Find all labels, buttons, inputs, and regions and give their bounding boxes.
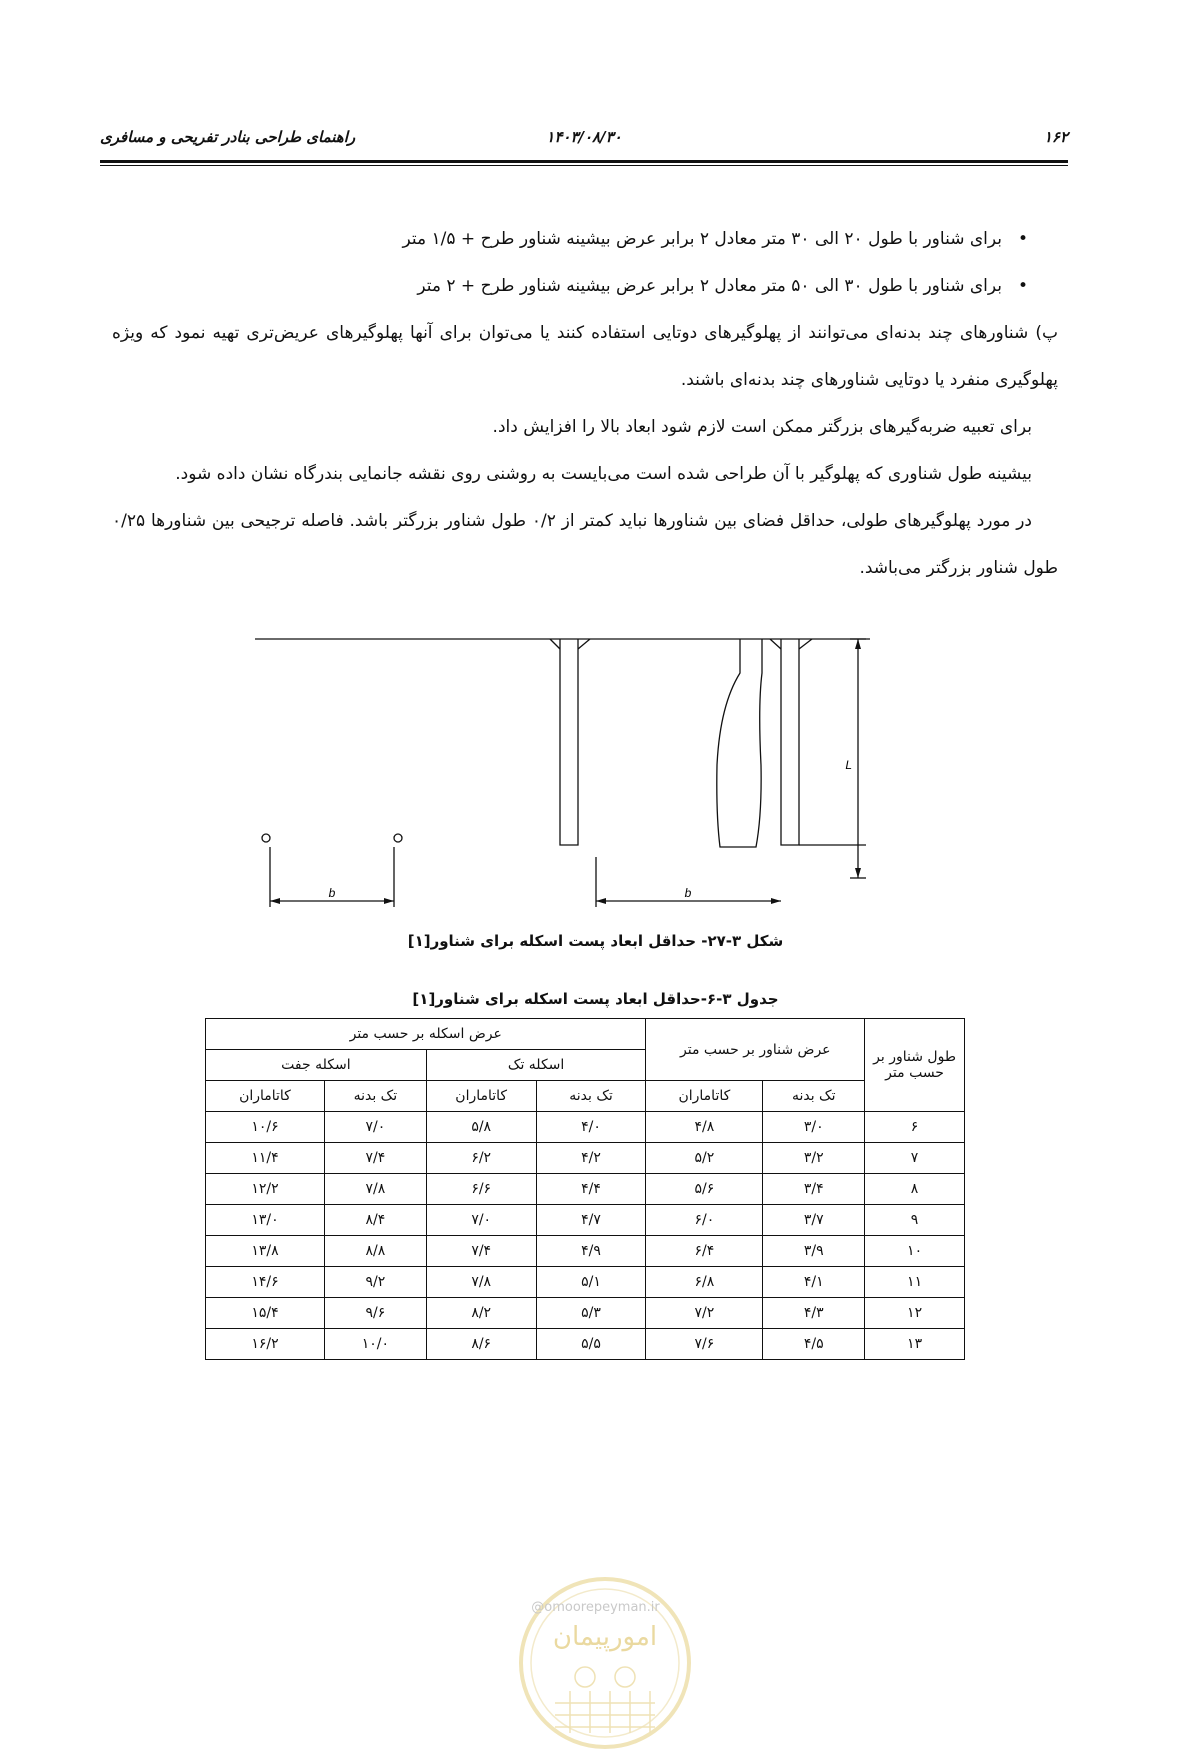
left-pier-bracket <box>550 639 560 649</box>
paragraph: برای تعبیه ضربه‌گیرهای بزرگتر ممکن است لازم شود ابعاد بالا را افزایش داد. <box>492 417 1032 437</box>
bullet-dot-icon: • <box>1017 276 1028 296</box>
bullet-item <box>112 263 1058 310</box>
table-cell: ۵/۱ <box>536 1267 646 1298</box>
header-double-berth: اسکله جفت <box>206 1050 427 1081</box>
table-cell: ۷/۲ <box>646 1298 763 1329</box>
table-cell: ۱۵/۴ <box>206 1298 325 1329</box>
table-cell: ۱۲/۲ <box>206 1174 325 1205</box>
table-cell: ۱۲ <box>865 1298 965 1329</box>
table-cell: ۶/۸ <box>646 1267 763 1298</box>
table-cell: ۸/۸ <box>324 1236 426 1267</box>
book-title: راهنمای طراحی بنادر تفریحی و مسافری <box>100 128 356 146</box>
table-cell: ۱۳ <box>865 1329 965 1360</box>
table-cell: ۴/۸ <box>646 1112 763 1143</box>
left-pier-bracket <box>578 639 590 649</box>
header-rule-thin <box>100 165 1068 166</box>
table-cell: ۸/۴ <box>324 1205 426 1236</box>
b-label-right: b <box>684 886 692 900</box>
left-finger-pier <box>560 639 578 845</box>
table-cell: ۴/۲ <box>536 1143 646 1174</box>
bullet-text: برای شناور با طول ۳۰ الی ۵۰ متر معادل ۲ برابر عرض بیشینه شناور طرح + ۲ متر <box>417 276 1002 296</box>
table-body <box>206 1112 965 1360</box>
paragraph: در مورد پهلوگیرهای طولی، حداقل فضای بین شناورها نباید کمتر از ۰/۲ طول شناور بزرگتر باشد. فاصله ترجیحی بین شناورها ۰/۲۵ طول شناور بزرگتر می‌باشد. <box>112 511 1058 578</box>
table-cell: ۹ <box>865 1205 965 1236</box>
paragraph: پ) شناورهای چند بدنه‌ای می‌توانند از پهلوگیرهای دوتایی استفاده کنند یا می‌توان برای آنها پهلوگیرهای عریض‌تری تهیه نمود که ویژه پهلوگیری منفرد یا دوتایی شناورهای چند بدنه‌ای باشند. <box>112 323 1058 390</box>
figure-caption: شکل ۳-۲۷- حداقل ابعاد پست اسکله برای شناور[۱] <box>407 932 784 950</box>
table-cell: ۳/۷ <box>763 1205 865 1236</box>
berth-diagram-svg <box>0 625 1191 925</box>
header-monohull: تک بدنه <box>763 1081 865 1112</box>
bullet-item <box>112 216 1058 263</box>
table-cell: ۸ <box>865 1174 965 1205</box>
table-cell: ۳/۰ <box>763 1112 865 1143</box>
table-row <box>206 1143 965 1174</box>
arrow-head-icon <box>771 898 781 904</box>
table-cell: ۷ <box>865 1143 965 1174</box>
bullet-text: برای شناور با طول ۲۰ الی ۳۰ متر معادل ۲ برابر عرض بیشینه شناور طرح + ۱/۵ متر <box>402 229 1002 249</box>
berth-diagram <box>0 625 1191 925</box>
table-cell: ۴/۷ <box>536 1205 646 1236</box>
table-cell: ۴/۵ <box>763 1329 865 1360</box>
table-cell: ۷/۶ <box>646 1329 763 1360</box>
table-caption: جدول ۳-۶-حداقل ابعاد پست اسکله برای شناور[۱] <box>412 990 779 1008</box>
arrow-head-icon <box>596 898 606 904</box>
arrow-head-icon <box>384 898 394 904</box>
header-rule-thick <box>100 160 1068 163</box>
table-cell: ۸/۲ <box>426 1298 536 1329</box>
header-vessel-width: عرض شناور بر حسب متر <box>646 1019 865 1081</box>
body-text <box>112 216 1058 592</box>
table-cell: ۷/۸ <box>426 1267 536 1298</box>
pile-left <box>262 834 270 842</box>
table-row <box>206 1205 965 1236</box>
table-cell: ۴/۰ <box>536 1112 646 1143</box>
table-cell: ۵/۲ <box>646 1143 763 1174</box>
header-berth-width: عرض اسکله بر حسب متر <box>206 1019 646 1050</box>
table-cell: ۵/۵ <box>536 1329 646 1360</box>
table-cell: ۹/۲ <box>324 1267 426 1298</box>
table-cell: ۱۶/۲ <box>206 1329 325 1360</box>
table-cell: ۵/۳ <box>536 1298 646 1329</box>
length-label: L <box>845 758 852 772</box>
table-cell: ۷/۰ <box>324 1112 426 1143</box>
header-catamaran: کاتاماران <box>426 1081 536 1112</box>
right-pier-bracket <box>770 639 781 649</box>
header-date: ۱۴۰۳/۰۸/۳۰ <box>546 128 622 146</box>
watermark-url: @omoorepeyman.ir <box>531 1600 660 1615</box>
header-monohull: تک بدنه <box>536 1081 646 1112</box>
table-cell: ۶/۴ <box>646 1236 763 1267</box>
table-row <box>206 1236 965 1267</box>
right-pier-bracket <box>799 639 812 649</box>
table-cell: ۷/۰ <box>426 1205 536 1236</box>
table-cell: ۴/۴ <box>536 1174 646 1205</box>
vessel-outline <box>717 639 762 847</box>
berth-dimensions-table <box>205 1018 965 1360</box>
table-cell: ۳/۴ <box>763 1174 865 1205</box>
table-cell: ۱۱/۴ <box>206 1143 325 1174</box>
pile-right <box>394 834 402 842</box>
table-cell: ۷/۸ <box>324 1174 426 1205</box>
table-row <box>206 1298 965 1329</box>
table-cell: ۶/۶ <box>426 1174 536 1205</box>
table-cell: ۳/۲ <box>763 1143 865 1174</box>
bullet-dot-icon: • <box>1017 229 1028 249</box>
table-cell: ۵/۶ <box>646 1174 763 1205</box>
arrow-head-icon <box>270 898 280 904</box>
table-cell: ۸/۶ <box>426 1329 536 1360</box>
header-monohull: تک بدنه <box>324 1081 426 1112</box>
table-cell: ۴/۳ <box>763 1298 865 1329</box>
table-cell: ۱۳/۰ <box>206 1205 325 1236</box>
table-cell: ۶/۲ <box>426 1143 536 1174</box>
header-catamaran: کاتاماران <box>206 1081 325 1112</box>
table-cell: ۱۰ <box>865 1236 965 1267</box>
table-cell: ۴/۱ <box>763 1267 865 1298</box>
table-row <box>206 1112 965 1143</box>
arrow-head-icon <box>855 639 861 649</box>
table-cell: ۹/۶ <box>324 1298 426 1329</box>
b-label-left: b <box>328 886 336 900</box>
table-cell: ۴/۹ <box>536 1236 646 1267</box>
paragraph: بیشینه طول شناوری که پهلوگیر با آن طراحی شده است می‌بایست به روشنی روی نقشه جانمایی بندرگاه نشان داده شود. <box>175 464 1032 484</box>
header-catamaran: کاتاماران <box>646 1081 763 1112</box>
table-cell: ۱۰/۶ <box>206 1112 325 1143</box>
page-number: ۱۶۲ <box>1043 128 1068 146</box>
table-row <box>206 1267 965 1298</box>
watermark-logo-text: امورپیمان <box>552 1622 658 1652</box>
table-cell: ۷/۴ <box>324 1143 426 1174</box>
table-cell: ۱۳/۸ <box>206 1236 325 1267</box>
table-cell: ۶ <box>865 1112 965 1143</box>
table-cell: ۱۰/۰ <box>324 1329 426 1360</box>
table-row <box>206 1174 965 1205</box>
table-cell: ۷/۴ <box>426 1236 536 1267</box>
header-single-berth: اسکله تک <box>426 1050 646 1081</box>
right-finger-pier <box>781 639 799 845</box>
table-row <box>206 1329 965 1360</box>
table-cell: ۵/۸ <box>426 1112 536 1143</box>
page-header <box>100 128 1068 154</box>
header-length: طول شناور بر حسب متر <box>865 1019 965 1112</box>
table-cell: ۱۴/۶ <box>206 1267 325 1298</box>
arrow-head-icon <box>855 868 861 878</box>
table-cell: ۱۱ <box>865 1267 965 1298</box>
table-cell: ۳/۹ <box>763 1236 865 1267</box>
table-cell: ۶/۰ <box>646 1205 763 1236</box>
